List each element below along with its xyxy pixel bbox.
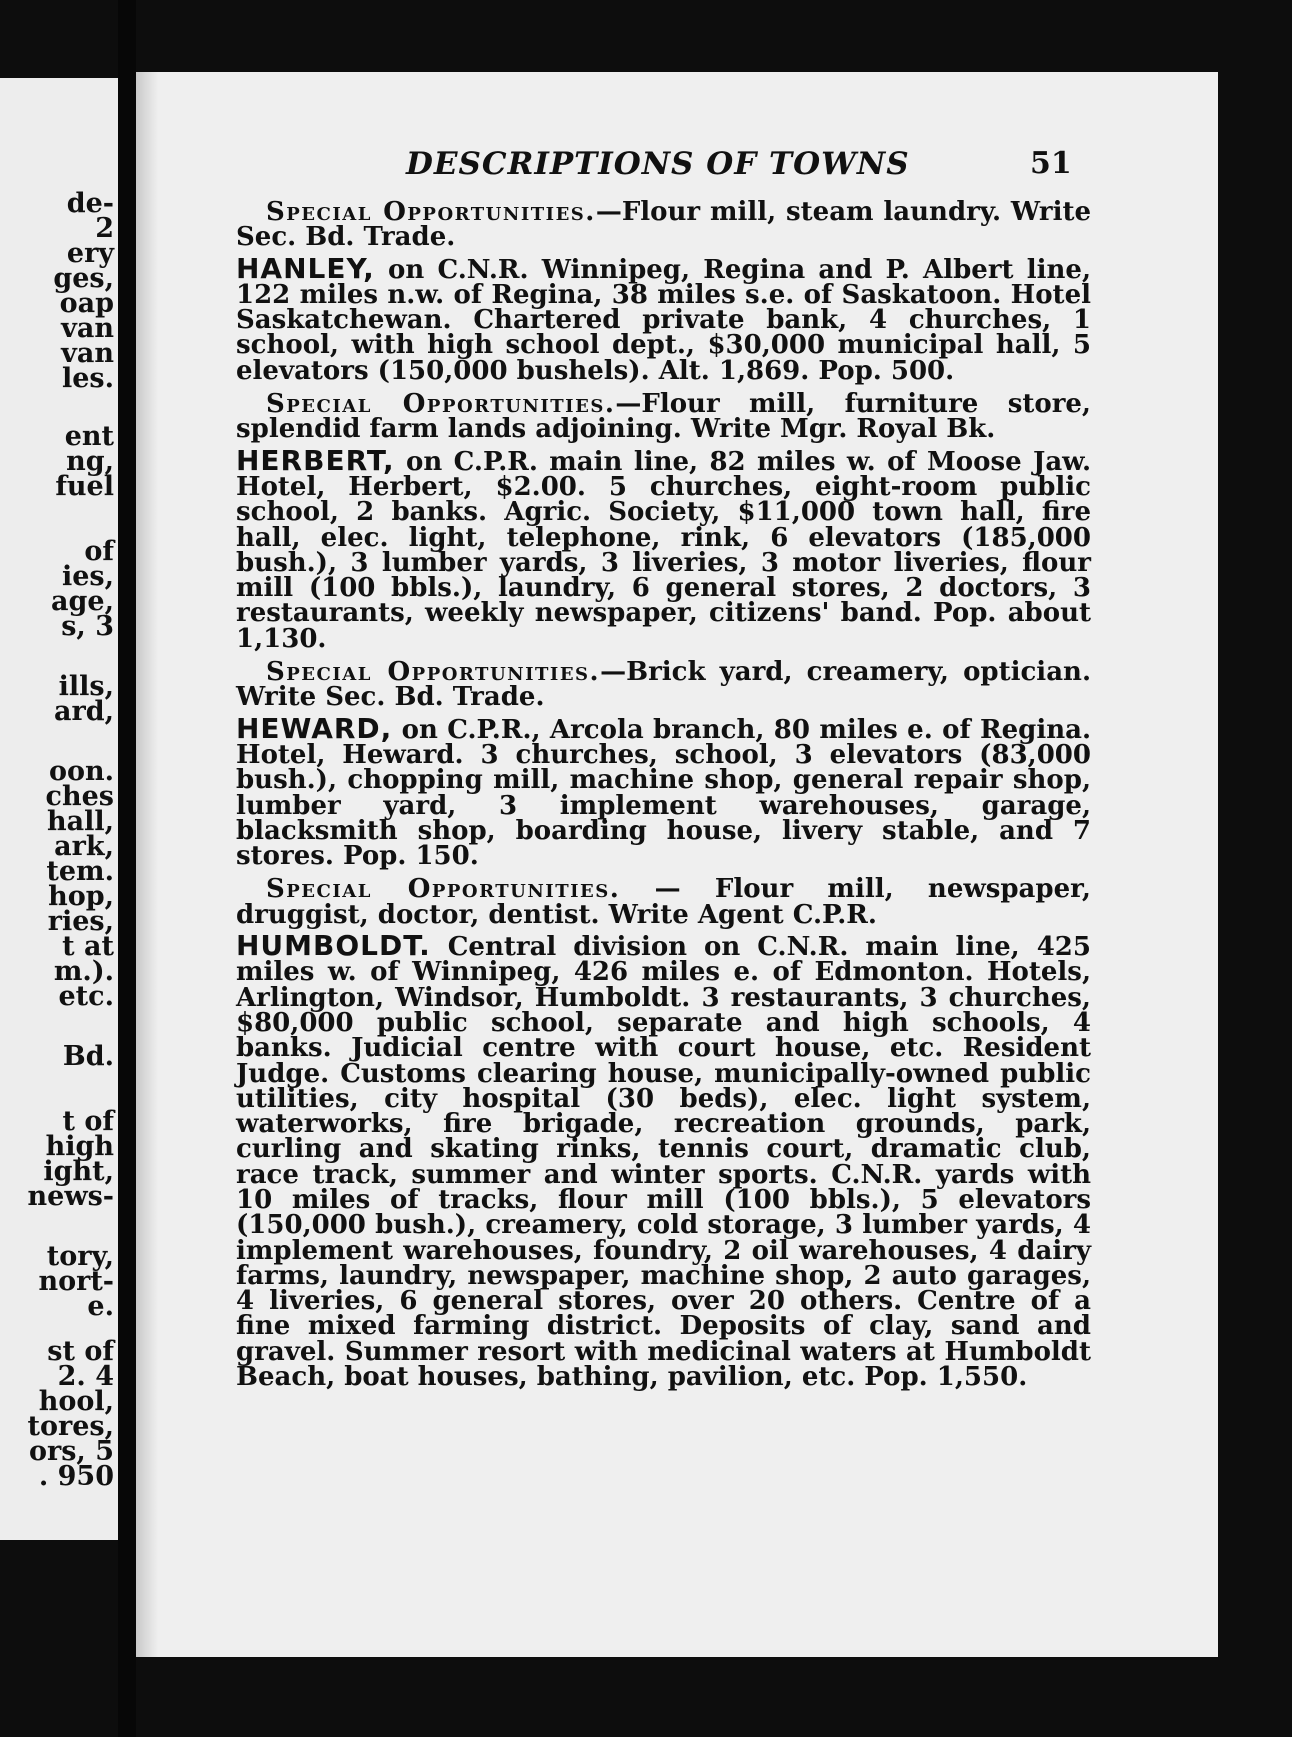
town-name: HUMBOLDT. [236, 929, 431, 963]
town-entry-herbert [236, 443, 1091, 654]
facing-page-edge [0, 78, 122, 1540]
facing-page-fragment: 2. 4 [57, 1361, 114, 1392]
facing-page-fragment: oap [59, 288, 114, 319]
gutter-shadow [136, 72, 158, 1657]
facing-page-fragment: t of [62, 1106, 114, 1137]
facing-page-fragment: ills, [58, 671, 114, 702]
facing-page-fragment: hall, [46, 806, 114, 837]
book-page [136, 72, 1218, 1657]
special-label: Special Opportunities. [266, 389, 616, 420]
facing-page-fragment: Bd. [62, 1041, 114, 1072]
text-column [236, 192, 1091, 1393]
special-opportunities [236, 197, 1091, 253]
town-name: HERBERT, [236, 443, 395, 477]
facing-page-fragment: tem. [46, 856, 114, 887]
town-description: on C.P.R. main line, 82 miles w. of Moose Jaw. Hotel, Herbert, $2.00. 5 churches, eight-room public school, 2 banks. Agric. Society, $11,000 town hall, fire hall, elec. light, telephone, rink, 6 elevators (185,000 bush.), 3 lumber yards, 3 liveries, 3 motor liveries, flour mill (100 bbls.), laundry, 6 general stores, 2 doctors, 3 restaurants, weekly newspaper, citizens' band. Pop. about 1,130. [236, 446, 1091, 654]
facing-page-fragment: fuel [55, 471, 114, 502]
facing-page-fragment: age, [51, 586, 114, 617]
special-label: Special Opportunities. [266, 874, 621, 905]
town-description: Central division on C.N.R. main line, 425 miles w. of Winnipeg, 426 miles e. of Edmonton. Hotels, Arlington, Windsor, Humboldt. 3 restaurants, 3 churches, $80,000 public school, separate and high schools, 4 banks. Judicial centre with court house, etc. Resident Judge. Customs clearing house, municipally-owned public utilities, city hospital (30 beds), elec. light system, waterworks, fire brigade, recreation grounds, park, curling and skating rinks, tennis court, dramatic club, race track, summer and winter sports. C.N.R. yards with 10 miles of tracks, flour mill (100 bbls.), 5 elevators (150,000 bush.), creamery, cold storage, 3 lumber yards, 4 implement warehouses, foundry, 2 oil warehouses, 4 dairy farms, laundry, newspaper, machine shop, 2 auto garages, 4 liveries, 6 general stores, over 20 others. Centre of a fine mixed farming district. Deposits of clay, sand and gravel. Summer resort with medicinal waters at Humboldt Beach, boat houses, bathing, pavilion, etc. Pop. 1,550. [236, 932, 1091, 1393]
town-entry-hanley [236, 251, 1091, 386]
facing-page-fragment: tory, [46, 1241, 114, 1272]
facing-page-fragment: ight, [43, 1156, 114, 1187]
facing-page-fragment: . 950 [38, 1461, 114, 1492]
town-entry-humboldt [236, 929, 1091, 1393]
special-text: — Flour mill, newspaper, druggist, doctor, dentist. Write Agent C.P.R. [236, 874, 1091, 930]
facing-page-fragment: etc. [58, 981, 114, 1012]
special-text: —Brick yard, creamery, optician. Write Sec. Bd. Trade. [236, 657, 1091, 713]
facing-page-fragment: ent [64, 421, 114, 452]
facing-page-fragment: st of [47, 1336, 114, 1367]
special-opportunities [236, 389, 1091, 445]
facing-page-fragment: hop, [48, 881, 114, 912]
facing-page-fragment: e. [87, 1291, 114, 1322]
town-description: on C.N.R. Winnipeg, Regina and P. Albert line, 122 miles n.w. of Regina, 38 miles s.e. of Saskatoon. Hotel Saskatchewan. Chartered private bank, 4 churches, 1 school, with high school dept., $30,000 municipal hall, 5 elevators (150,000 bushels). Alt. 1,869. Pop. 500. [236, 254, 1091, 386]
facing-page-fragment: s, 3 [61, 611, 114, 642]
special-label: Special Opportunities. [266, 657, 601, 688]
facing-page-fragment: ches [45, 781, 114, 812]
facing-page-fragment: nort- [38, 1266, 114, 1297]
facing-page-fragment: ges, [53, 263, 114, 294]
facing-page-fragment: ng, [66, 446, 114, 477]
facing-page-fragment: van [61, 313, 114, 344]
facing-page-fragment: hool, [38, 1386, 114, 1417]
facing-page-fragment: of [84, 536, 114, 567]
town-name: HANLEY, [236, 251, 375, 285]
facing-page-fragment: t at [62, 931, 114, 962]
facing-page-fragment: de- [66, 188, 114, 219]
facing-page-fragment: oon. [48, 756, 114, 787]
special-text: —Flour mill, steam laundry. Write Sec. Bd. Trade. [236, 197, 1091, 253]
facing-page-fragment: ors, 5 [28, 1436, 114, 1467]
special-label: Special Opportunities. [266, 197, 596, 227]
facing-page-fragment: m.). [53, 956, 114, 987]
facing-page-fragment: van [61, 338, 114, 369]
town-name: HEWARD, [236, 711, 393, 745]
special-opportunities [236, 874, 1091, 930]
facing-page-fragment: ard, [54, 696, 114, 727]
facing-page-fragment: ries, [47, 906, 114, 937]
facing-page-fragment: ark, [54, 831, 114, 862]
page-number: 51 [1030, 146, 1072, 181]
facing-page-fragment: high [45, 1131, 114, 1162]
town-description: on C.P.R., Arcola branch, 80 miles e. of Regina. Hotel, Heward. 3 churches, school, 3 elevators (83,000 bush.), chopping mill, machine shop, general repair shop, lumber yard, 3 implement warehouses, garage, blacksmith shop, boarding house, livery stable, and 7 stores. Pop. 150. [236, 714, 1091, 872]
facing-page-fragment: news- [27, 1181, 114, 1212]
special-text: —Flour mill, furniture store, splendid farm lands adjoining. Write Mgr. Royal Bk. [236, 389, 1091, 445]
running-title: DESCRIPTIONS OF TOWNS [406, 146, 910, 182]
facing-page-fragment: tores, [27, 1411, 114, 1442]
book-spine [118, 0, 136, 1737]
special-opportunities [236, 657, 1091, 713]
facing-page-fragment: ies, [61, 561, 114, 592]
town-entry-heward [236, 711, 1091, 872]
facing-page-fragment: ery [66, 238, 114, 269]
facing-page-fragment: 2 [95, 213, 114, 244]
facing-page-fragment: les. [61, 363, 114, 394]
